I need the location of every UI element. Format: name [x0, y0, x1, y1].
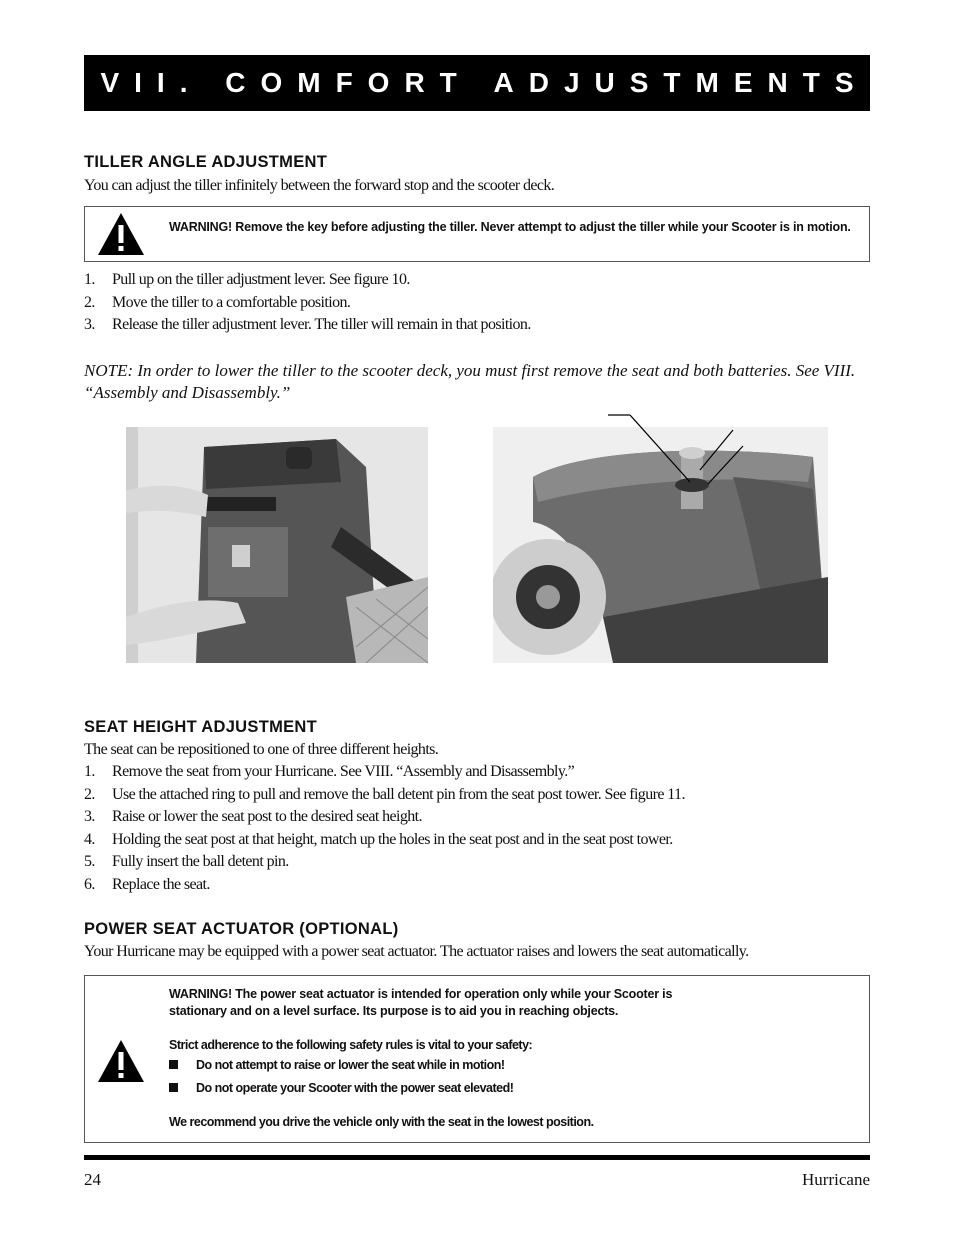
- step-number: 1.: [84, 763, 95, 780]
- step-text: Fully insert the ball detent pin.: [112, 853, 289, 870]
- step-text: Pull up on the tiller adjustment lever. See figure 10.: [112, 271, 410, 288]
- list-item: [84, 316, 531, 334]
- tiller-note: NOTE: In order to lower the tiller to the scooter deck, you must first remove the seat and both batteries. See VIII. “Assembly and Disassembly.”: [84, 361, 856, 402]
- power-seat-warning-line2: stationary and on a level surface. Its purpose is to aid you in reaching objects.: [169, 1004, 619, 1018]
- figure-callout-lines: [600, 410, 750, 500]
- step-text: Remove the seat from your Hurricane. See VIII. “Assembly and Disassembly.”: [112, 763, 575, 780]
- list-item: [84, 294, 350, 312]
- safety-rules-intro: Strict adherence to the following safety rules is vital to your safety:: [169, 1038, 533, 1052]
- chapter-banner: [84, 55, 870, 111]
- safety-rule-item: [169, 1058, 505, 1072]
- seat-height-intro: The seat can be repositioned to one of three different heights.: [84, 741, 439, 758]
- warning-icon: [97, 212, 145, 256]
- tiller-warning-box: [84, 206, 870, 262]
- bullet-square-icon: [169, 1083, 178, 1092]
- step-number: 1.: [84, 271, 95, 288]
- list-item: [84, 763, 574, 781]
- footer-rule: [84, 1155, 870, 1160]
- page-number: 24: [84, 1170, 101, 1189]
- list-item: [84, 831, 673, 849]
- tiller-heading: TILLER ANGLE ADJUSTMENT: [84, 153, 328, 171]
- tiller-intro: You can adjust the tiller infinitely between the forward stop and the scooter deck.: [84, 177, 555, 194]
- safety-rule-item: [169, 1081, 513, 1095]
- power-seat-heading: POWER SEAT ACTUATOR (OPTIONAL): [84, 920, 399, 938]
- list-item: [84, 853, 289, 871]
- step-number: 6.: [84, 876, 95, 893]
- safety-rule-text: Do not operate your Scooter with the power seat elevated!: [196, 1081, 514, 1095]
- step-number: 2.: [84, 294, 95, 311]
- power-seat-warning-line1: WARNING! The power seat actuator is intended for operation only while your Scooter is: [169, 987, 673, 1001]
- step-number: 4.: [84, 831, 95, 848]
- step-text: Holding the seat post at that height, match up the holes in the seat post and in the seat post tower.: [112, 831, 673, 848]
- step-text: Move the tiller to a comfortable position.: [112, 294, 351, 311]
- bullet-square-icon: [169, 1060, 178, 1069]
- list-item: [84, 271, 410, 289]
- list-item: [84, 876, 210, 894]
- warning-icon: [97, 1039, 145, 1083]
- safety-rule-text: Do not attempt to raise or lower the seat while in motion!: [196, 1058, 505, 1072]
- step-text: Replace the seat.: [112, 876, 210, 893]
- step-text: Release the tiller adjustment lever. The tiller will remain in that position.: [112, 316, 531, 333]
- list-item: [84, 786, 685, 804]
- seat-height-heading: SEAT HEIGHT ADJUSTMENT: [84, 718, 318, 736]
- step-number: 3.: [84, 808, 95, 825]
- step-number: 2.: [84, 786, 95, 803]
- power-seat-intro: Your Hurricane may be equipped with a power seat actuator. The actuator raises and lowers the seat automatically.: [84, 943, 749, 960]
- tiller-adjustment-photo: [126, 427, 428, 663]
- tiller-warning-text: WARNING! Remove the key before adjusting the tiller. Never attempt to adjust the tiller while your Scooter is in motion.: [169, 220, 851, 234]
- footer-title: Hurricane: [802, 1170, 870, 1189]
- list-item: [84, 808, 422, 826]
- step-text: Raise or lower the seat post to the desired seat height.: [112, 808, 422, 825]
- chapter-title: VII. COMFORT ADJUSTMENTS: [100, 67, 869, 98]
- step-number: 3.: [84, 316, 95, 333]
- step-number: 5.: [84, 853, 95, 870]
- seat-recommendation: We recommend you drive the vehicle only with the seat in the lowest position.: [169, 1115, 594, 1129]
- power-seat-warning-box: [84, 975, 870, 1143]
- step-text: Use the attached ring to pull and remove the ball detent pin from the seat post tower. See figure 11.: [112, 786, 685, 803]
